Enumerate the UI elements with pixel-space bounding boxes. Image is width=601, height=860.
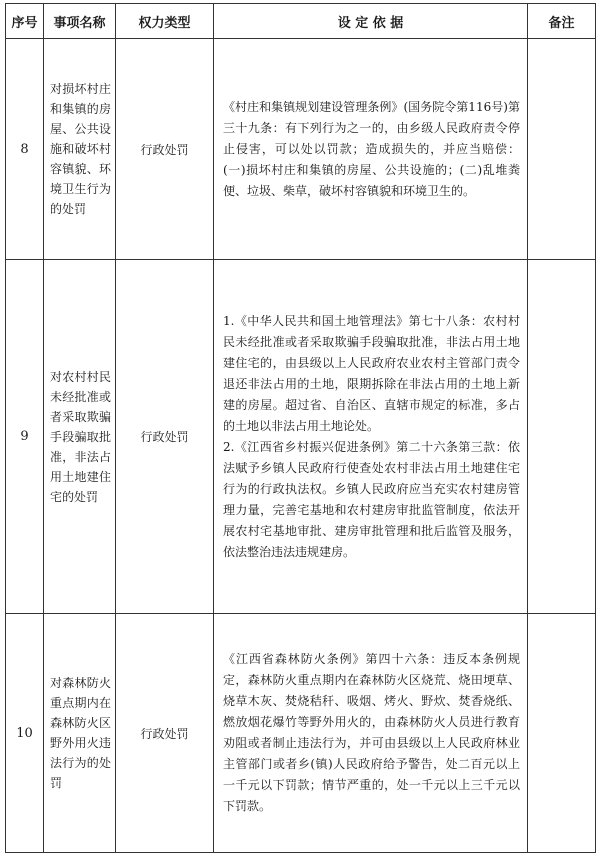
table-row xyxy=(6,39,596,260)
note-cell xyxy=(528,614,596,853)
power-type: 行政处罚 xyxy=(116,39,214,260)
item-name: 对损坏村庄和集镇的房屋、公共设施和破坏村容镇貌、环境卫生行为的处罚 xyxy=(44,39,116,260)
row-no: 8 xyxy=(6,39,44,260)
header-name: 事项名称 xyxy=(44,4,116,39)
item-name: 对森林防火重点期内在森林防火区野外用火违法行为的处罚 xyxy=(44,614,116,853)
legal-basis xyxy=(214,614,528,853)
power-type: 行政处罚 xyxy=(116,614,214,853)
header-no: 序号 xyxy=(6,4,44,39)
regulation-table xyxy=(5,3,596,853)
header-basis: 设 定 依 据 xyxy=(214,4,528,39)
note-cell xyxy=(528,39,596,260)
basis-paragraph: 1.《中华人民共和国土地管理法》第七十八条：农村村民未经批准或者采取欺骗手段骗取批准，非法占用土地建住宅的，由县级以上人民政府农业农村主管部门责令退还非法占用的土地，限期拆除在非法占用的土地上新建的房屋。超过省、自治区、直辖市规定的标准，多占的土地以非法占用土地论处。 xyxy=(223,313,520,433)
header-note: 备注 xyxy=(528,4,596,39)
basis-paragraph: 《江西省森林防火条例》第四十六条：违反本条例规定，森林防火重点期内在森林防火区烧荒、烧田埂草、烧草木灰、焚烧秸秆、吸烟、烤火、野炊、焚香烧纸、燃放烟花爆竹等野外用火的，由森林防火人员进行教育劝阻或者制止违法行为，并可由县级以上人民政府林业主管部门或者乡(镇)人民政府给予警告，处二百元以上一千元以下罚款；情节严重的，处一千元以上三千元以下罚款。 xyxy=(223,652,520,813)
row-no: 9 xyxy=(6,260,44,614)
table-row xyxy=(6,614,596,853)
note-cell xyxy=(528,260,596,614)
legal-basis xyxy=(214,39,528,260)
basis-paragraph: 2.《江西省乡村振兴促进条例》第二十六条第三款：依法赋予乡镇人民政府行使查处农村非法占用土地建住宅行为的行政执法权。乡镇人民政府应当充实农村建房管理力量，完善宅基地和农村建房审批监管制度，依法开展农村宅基地审批、建房审批管理和批后监管及服务，依法整治违法违规建房。 xyxy=(223,439,520,559)
legal-basis xyxy=(214,260,528,614)
header-type: 权力类型 xyxy=(116,4,214,39)
row-no: 10 xyxy=(6,614,44,853)
table-header-row xyxy=(6,4,596,39)
power-type: 行政处罚 xyxy=(116,260,214,614)
item-name: 对农村村民未经批准或者采取欺骗手段骗取批准，非法占用土地建住宅的处罚 xyxy=(44,260,116,614)
basis-paragraph: 《村庄和集镇规划建设管理条例》(国务院令第116号)第三十九条：有下列行为之一的，由乡级人民政府责令停止侵害，可以处以罚款；造成损失的，并应当赔偿：(一)损坏村庄和集镇的房屋、公共设施的；(二)乱堆粪便、垃圾、柴草，破坏村容镇貌和环境卫生的。 xyxy=(223,99,520,198)
table-row xyxy=(6,260,596,614)
